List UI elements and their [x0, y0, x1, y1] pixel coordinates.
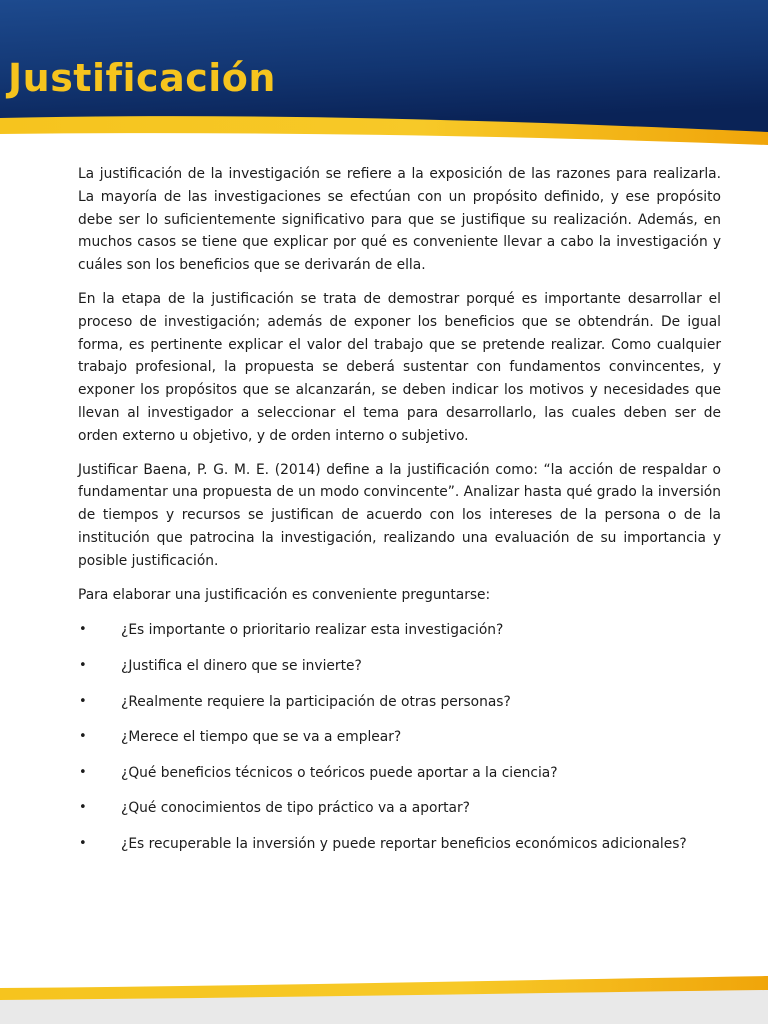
bullet-icon: •	[79, 835, 87, 851]
list-item-text: ¿Qué conocimientos de tipo práctico va a aportar?	[121, 800, 470, 817]
list-item-text: ¿Es importante o prioritario realizar esta investigación?	[121, 622, 504, 639]
list-item	[78, 761, 721, 785]
list-item	[78, 796, 721, 820]
paragraph: Justificar Baena, P. G. M. E. (2014) define a la justificación como: “la acción de respaldar o fundamentar una propuesta de un modo convincente”. Analizar hasta qué grado la inversión de tiempos y recursos se justifican de acuerdo con los intereses de la persona o de la institución que patrocina la investigación, realizando una evaluación de su importancia y posible justificación.	[78, 461, 721, 569]
paragraph: En la etapa de la justificación se trata de demostrar porqué es importante desarrollar el proceso de investigación; además de exponer los beneficios que se obtendrán. De igual forma, es pertinente explicar el valor del trabajo que se pretende realizar. Como cualquier trabajo profesional, la propuesta se deberá sustentar con fundamentos convincentes, y exponer los propósitos que se alcanzarán, se deben indicar los motivos y necesidades que llevan al investigador a seleccionar el tema para desarrollarlo, las cuales deben ser de orden externo u objetivo, y de orden interno o subjetivo.	[78, 290, 721, 444]
question-list	[78, 618, 721, 856]
paragraph: Para elaborar una justificación es conveniente preguntarse:	[78, 586, 491, 603]
bullet-icon: •	[79, 693, 87, 709]
bullet-icon: •	[79, 729, 87, 745]
bullet-icon: •	[79, 622, 87, 638]
list-item-text: ¿Qué beneficios técnicos o teóricos puede aportar a la ciencia?	[121, 764, 558, 781]
list-item	[78, 690, 721, 714]
list-item-text: ¿Merece el tiempo que se va a emplear?	[121, 729, 402, 746]
list-item	[78, 725, 721, 749]
footer-banner	[0, 964, 768, 1024]
paragraph: La justificación de la investigación se refiere a la exposición de las razones para realizarla. La mayoría de las investigaciones se efectúan con un propósito definido, y ese propósito debe ser lo suficientemente significativo para que se justifique su realización. Además, en muchos casos se tiene que explicar por qué es conveniente llevar a cabo la investigación y cuáles son los beneficios que se derivarán de ella.	[78, 166, 721, 274]
list-item	[78, 618, 721, 642]
list-item-text: ¿Realmente requiere la participación de otras personas?	[121, 693, 511, 710]
page-title: Justificación	[8, 56, 276, 100]
list-item	[78, 832, 721, 856]
bullet-icon: •	[79, 657, 87, 673]
list-item-text: ¿Es recuperable la inversión y puede reportar beneficios económicos adicionales?	[121, 835, 687, 852]
list-item	[78, 654, 721, 678]
document-body	[78, 163, 721, 868]
bullet-icon: •	[79, 800, 87, 816]
bullet-icon: •	[79, 764, 87, 780]
list-item-text: ¿Justifica el dinero que se invierte?	[121, 657, 362, 674]
